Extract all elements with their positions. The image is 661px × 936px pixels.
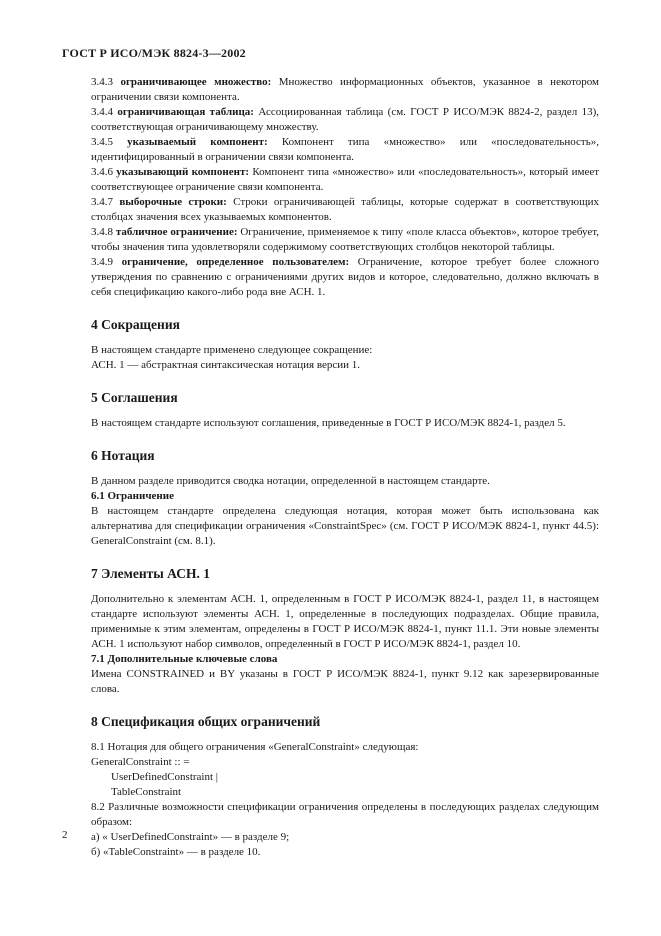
definition-3-4-8 <box>91 225 599 255</box>
clause-8-2: 8.2 Различные возможности спецификации ограничения определены в последующих разделах следующим образом: <box>91 801 599 828</box>
document-header: ГОСТ Р ИСО/МЭК 8824-3—2002 <box>62 46 246 60</box>
subsection-7-1-paragraph: Имена CONSTRAINED и BY указаны в ГОСТ Р ИСО/МЭК 8824-1, пункт 9.12 как зарезервированные слова. <box>91 668 599 695</box>
defined-term: табличное ограничение: <box>115 226 238 238</box>
section-5-paragraph: В настоящем стандарте используют соглашения, приведенные в ГОСТ Р ИСО/МЭК 8824-1, раздел 5. <box>91 417 566 429</box>
definition-text: Множество информационных объектов, указанное в некотором ограничении связи компонента. <box>91 76 599 103</box>
section-6-heading: 6 Нотация <box>91 448 155 463</box>
clause-number: 3.4.9 <box>91 256 113 268</box>
section-6-paragraph: В данном разделе приводится сводка нотации, определенной в настоящем стандарте. <box>91 475 490 487</box>
definition-3-4-9 <box>91 255 599 300</box>
grammar-line-1: GeneralConstraint :: = <box>91 756 190 768</box>
definition-3-4-3 <box>91 75 599 105</box>
abbreviation-asn1: АСН. 1 — абстрактная синтаксическая нотация версии 1. <box>91 359 361 371</box>
clause-number: 3.4.5 <box>91 136 113 148</box>
defined-term: указывающий компонент: <box>116 166 250 178</box>
clause-number: 3.4.6 <box>91 166 113 178</box>
page-content <box>91 75 599 860</box>
definition-3-4-4 <box>91 105 599 135</box>
definition-text: Ассоциированная таблица (см. ГОСТ Р ИСО/МЭК 8824-2, раздел 13), соответствующая ограничивающему множеству. <box>91 106 600 133</box>
grammar-line-3: TableConstraint <box>111 786 182 798</box>
clause-number: 3.4.4 <box>91 106 113 118</box>
defined-term: ограничивающее множество: <box>120 76 272 88</box>
definition-text: Строки ограничивающей таблицы, которые содержат в соответствующих столбцах значения всех указываемых компонентов. <box>91 196 599 223</box>
section-4-heading: 4 Сокращения <box>91 317 180 332</box>
subsection-6-1-heading: 6.1 Ограничение <box>91 490 174 502</box>
definition-text: Компонент типа «множество» или «последовательность», идентифицированный в ограничении связи компонента. <box>91 136 599 163</box>
definition-3-4-7 <box>91 195 599 225</box>
clause-8-1: 8.1 Нотация для общего ограничения «GeneralConstraint» следующая: <box>91 741 419 753</box>
section-5-heading: 5 Соглашения <box>91 390 178 405</box>
defined-term: указываемый компонент: <box>127 136 268 148</box>
subsection-7-1-heading: 7.1 Дополнительные ключевые слова <box>91 653 278 665</box>
subsection-6-1-paragraph: В настоящем стандарте определена следующая нотация, которая может быть использована как альтернатива для спецификации ограничения «ConstraintSpec» (см. ГОСТ Р ИСО/МЭК 8824-1, пункт 44.5): GeneralConstraint (см. 8.1). <box>91 505 599 547</box>
definition-text: Ограничение, которое требует более сложного утверждения по сравнению с ограничениями других видов и которое, следовательно, должно включать в себя спецификацию какого-либо рода вне АСН. 1. <box>91 256 600 298</box>
clause-number: 3.4.3 <box>91 76 113 88</box>
clause-number: 3.4.7 <box>91 196 113 208</box>
list-item-a: а) « UserDefinedConstraint» — в разделе 9; <box>91 831 290 843</box>
list-item-b: б) «TableConstraint» — в разделе 10. <box>91 846 261 858</box>
definition-3-4-5 <box>91 135 599 165</box>
section-8-heading: 8 Спецификация общих ограничений <box>91 714 321 729</box>
grammar-line-2: UserDefinedConstraint | <box>111 771 218 783</box>
defined-term: ограничение, определенное пользователем: <box>121 256 350 268</box>
definition-3-4-6 <box>91 165 599 195</box>
definition-text: Компонент типа «множество» или «последовательность», который имеет соответствующее ограничение связи компонента. <box>91 166 600 193</box>
defined-term: выборочные строки: <box>119 196 227 208</box>
defined-term: ограничивающая таблица: <box>117 106 254 118</box>
section-7-heading: 7 Элементы АСН. 1 <box>91 566 211 581</box>
clause-number: 3.4.8 <box>91 226 113 238</box>
definition-text: Ограничение, применяемое к типу «поле класса объектов», которое требует, чтобы значения типа удовлетворяли содержимому соответствующих столбцов некоторой таблицы. <box>91 226 600 253</box>
section-7-paragraph: Дополнительно к элементам АСН. 1, определенным в ГОСТ Р ИСО/МЭК 8824-1, раздел 11, в настоящем стандарте используют элементы АСН. 1, определенные в последующих подразделах. Общие правила, применимые к этим элементам, определены в ГОСТ Р ИСО/МЭК 8824-1, пункт 11.1. Эти новые элементы АСН. 1 используют набор символов, определенный в ГОСТ Р ИСО/МЭК 8824-1, раздел 10. <box>91 593 599 650</box>
section-4-paragraph: В настоящем стандарте применено следующее сокращение: <box>91 344 373 356</box>
page-number: 2 <box>62 829 68 841</box>
